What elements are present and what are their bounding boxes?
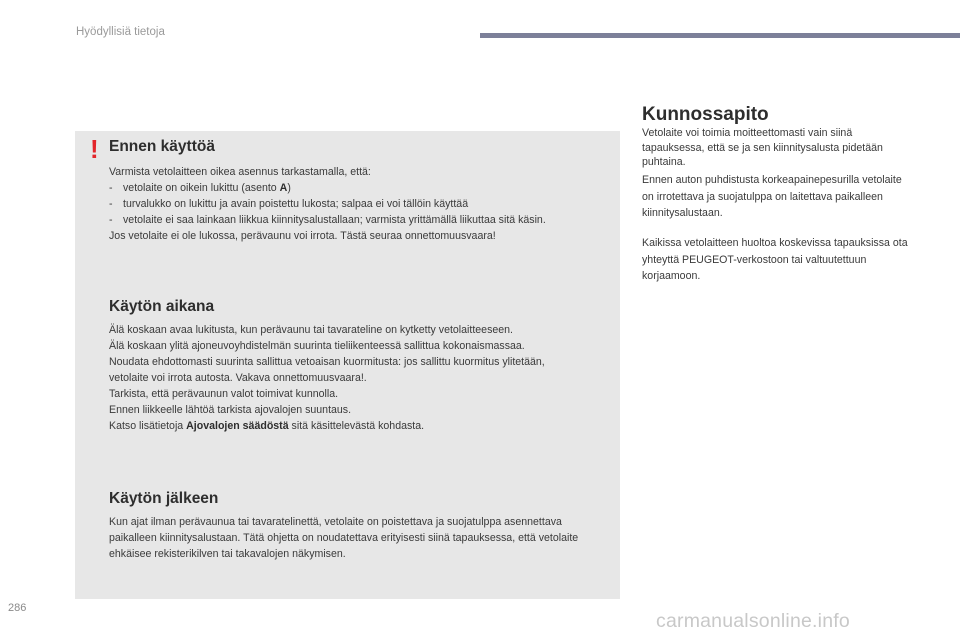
before-use-text xyxy=(109,164,604,244)
maintenance-para2: Ennen auton puhdistusta korkeapainepesurilla vetolaite on irrotettava ja suojatulppa on laitettava paikalleen kiinnitysalustaan. xyxy=(642,174,902,219)
header-accent-bar xyxy=(480,33,960,38)
list-item: - vetolaite on oikein lukittu (asento A) xyxy=(109,182,291,194)
during-use-reference: Katso lisätietoja Ajovalojen säädöstä sitä käsittelevästä kohdasta. xyxy=(109,420,425,432)
paragraph-line: Tarkista, että perävaunun valot toimivat kunnolla. xyxy=(109,388,339,400)
page-number: 286 xyxy=(8,602,27,614)
during-use-text xyxy=(109,322,609,434)
watermark: carmanualsonline.info xyxy=(656,610,850,632)
before-use-outro: Jos vetolaite ei ole lukossa, perävaunu voi irrota. Tästä seuraa onnettomuusvaara! xyxy=(109,230,496,242)
maintenance-heading: Kunnossapito xyxy=(642,104,769,125)
list-item: - turvalukko on lukittu ja avain poistettu lukosta; salpaa ei voi tällöin käyttää xyxy=(109,198,469,210)
after-use-paragraph: Kun ajat ilman perävaunua tai tavaratelinettä, vetolaite on poistettava ja suojatulppa asennettava paikalleen kiinnitysalustaan. Tätä ohjetta on noudatettava erityisesti siinä tapauksessa, että vetolaite ehkäisee rekisterikilven tai takavalojen näkymisen. xyxy=(109,516,579,560)
after-use-text xyxy=(109,514,584,562)
section-heading-during-use: Käytön aikana xyxy=(109,298,215,315)
maintenance-para1: Vetolaite voi toimia moitteettomasti vain siinä tapauksessa, että se ja sen kiinnitysalusta pidetään puhtaina. xyxy=(642,127,883,168)
paragraph-line: Älä koskaan ylitä ajoneuvoyhdistelmän suurinta tieliikenteessä sallittua kokonaismassaa. xyxy=(109,340,525,352)
maintenance-para3: Kaikissa vetolaitteen huoltoa koskevissa tapauksissa ota yhteyttä PEUGEOT-verkostoon tai valtuutettuun korjaamoon. xyxy=(642,237,908,282)
paragraph-line: Älä koskaan avaa lukitusta, kun perävaunu tai tavarateline on kytketty vetolaitteeseen. xyxy=(109,324,513,336)
section-heading-after-use: Käytön jälkeen xyxy=(109,490,219,507)
section-heading-before-use: Ennen käyttöä xyxy=(109,138,215,155)
reference-link-text: Ajovalojen säädöstä xyxy=(186,420,289,432)
paragraph-line: Noudata ehdottomasti suurinta sallittua vetoaisan kuormitusta: jos sallittu kuormitus ylitetään, vetolaite voi irrota autosta. Vakava onnettomuusvaara!. xyxy=(109,356,545,384)
header-title: Hyödyllisiä tietoja xyxy=(76,26,165,38)
list-item: - vetolaite ei saa lainkaan liikkua kiinnitysalustallaan; varmista yrittämällä liikuttaa sitä käsin. xyxy=(109,214,546,226)
paragraph-line: Ennen liikkeelle lähtöä tarkista ajovalojen suuntaus. xyxy=(109,404,352,416)
warning-exclamation-icon: ! xyxy=(90,134,99,164)
before-use-intro: Varmista vetolaitteen oikea asennus tarkastamalla, että: xyxy=(109,166,371,178)
